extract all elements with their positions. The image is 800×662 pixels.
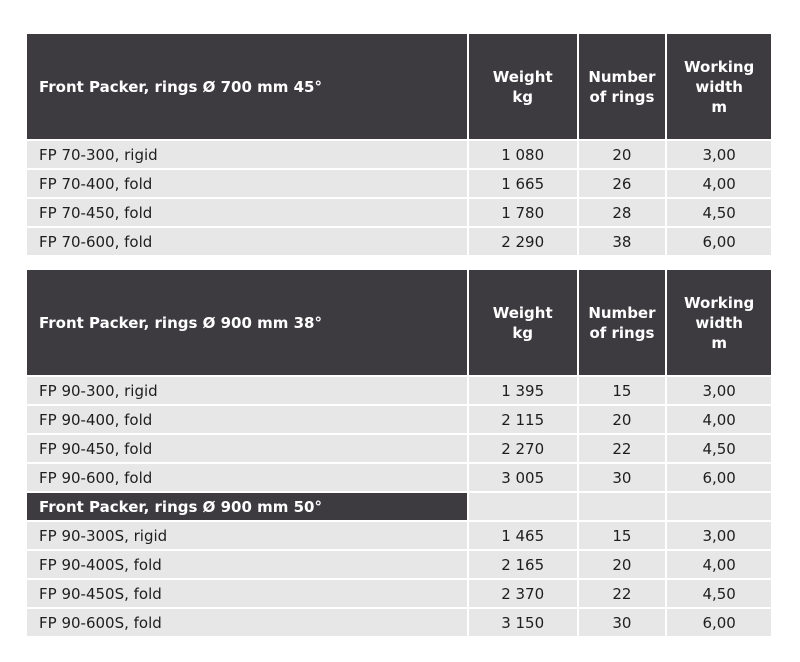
empty-cell	[579, 493, 666, 520]
table-row	[27, 199, 771, 226]
rings-cell: 22	[579, 580, 666, 607]
weight-cell: 1 465	[469, 522, 577, 549]
width-cell: 4,00	[667, 170, 771, 197]
rings-cell: 20	[579, 551, 666, 578]
weight-cell: 2 270	[469, 435, 577, 462]
model-cell: FP 90-600S, fold	[27, 609, 467, 636]
weight-cell: 3 150	[469, 609, 577, 636]
table-row	[27, 609, 771, 636]
table-title: Front Packer, rings Ø 900 mm 38°	[27, 270, 467, 375]
rings-cell: 15	[579, 522, 666, 549]
table-title: Front Packer, rings Ø 700 mm 45°	[27, 34, 467, 139]
table-header	[27, 270, 771, 375]
spec-table-700	[27, 34, 771, 255]
table-row	[27, 522, 771, 549]
rings-cell: 30	[579, 609, 666, 636]
table-row	[27, 551, 771, 578]
width-cell: 4,50	[667, 580, 771, 607]
width-cell: 4,00	[667, 551, 771, 578]
width-cell: 4,50	[667, 435, 771, 462]
rings-cell: 26	[579, 170, 666, 197]
weight-cell: 3 005	[469, 464, 577, 491]
model-cell: FP 90-300, rigid	[27, 377, 467, 404]
weight-cell: 1 780	[469, 199, 577, 226]
weight-cell: 2 115	[469, 406, 577, 433]
table-row	[27, 170, 771, 197]
rings-cell: 30	[579, 464, 666, 491]
width-cell: 3,00	[667, 377, 771, 404]
subsection-header	[27, 493, 771, 520]
rings-cell: 38	[579, 228, 666, 255]
table-row	[27, 377, 771, 404]
rings-cell: 20	[579, 141, 666, 168]
weight-cell: 1 665	[469, 170, 577, 197]
table-row	[27, 406, 771, 433]
weight-cell: 1 395	[469, 377, 577, 404]
weight-cell: 2 290	[469, 228, 577, 255]
table-row	[27, 141, 771, 168]
width-cell: 3,00	[667, 141, 771, 168]
rings-cell: 20	[579, 406, 666, 433]
model-cell: FP 90-600, fold	[27, 464, 467, 491]
column-header-rings: Number of rings	[579, 34, 666, 139]
weight-cell: 2 370	[469, 580, 577, 607]
width-cell: 6,00	[667, 228, 771, 255]
model-cell: FP 90-450S, fold	[27, 580, 467, 607]
column-header-width: Working width m	[667, 270, 771, 375]
model-cell: FP 70-300, rigid	[27, 141, 467, 168]
spec-table-900	[27, 270, 771, 636]
model-cell: FP 90-300S, rigid	[27, 522, 467, 549]
weight-cell: 1 080	[469, 141, 577, 168]
width-cell: 6,00	[667, 464, 771, 491]
table-row	[27, 464, 771, 491]
empty-cell	[667, 493, 771, 520]
model-cell: FP 70-450, fold	[27, 199, 467, 226]
rings-cell: 15	[579, 377, 666, 404]
width-cell: 6,00	[667, 609, 771, 636]
model-cell: FP 90-400, fold	[27, 406, 467, 433]
rings-cell: 28	[579, 199, 666, 226]
model-cell: FP 90-400S, fold	[27, 551, 467, 578]
subsection-title: Front Packer, rings Ø 900 mm 50°	[27, 493, 467, 520]
width-cell: 4,00	[667, 406, 771, 433]
model-cell: FP 70-600, fold	[27, 228, 467, 255]
table-row	[27, 228, 771, 255]
column-header-width: Working width m	[667, 34, 771, 139]
model-cell: FP 90-450, fold	[27, 435, 467, 462]
column-header-weight: Weight kg	[469, 34, 577, 139]
empty-cell	[469, 493, 577, 520]
column-header-rings: Number of rings	[579, 270, 666, 375]
width-cell: 4,50	[667, 199, 771, 226]
table-row	[27, 580, 771, 607]
table-row	[27, 435, 771, 462]
model-cell: FP 70-400, fold	[27, 170, 467, 197]
rings-cell: 22	[579, 435, 666, 462]
table-header	[27, 34, 771, 139]
column-header-weight: Weight kg	[469, 270, 577, 375]
weight-cell: 2 165	[469, 551, 577, 578]
width-cell: 3,00	[667, 522, 771, 549]
